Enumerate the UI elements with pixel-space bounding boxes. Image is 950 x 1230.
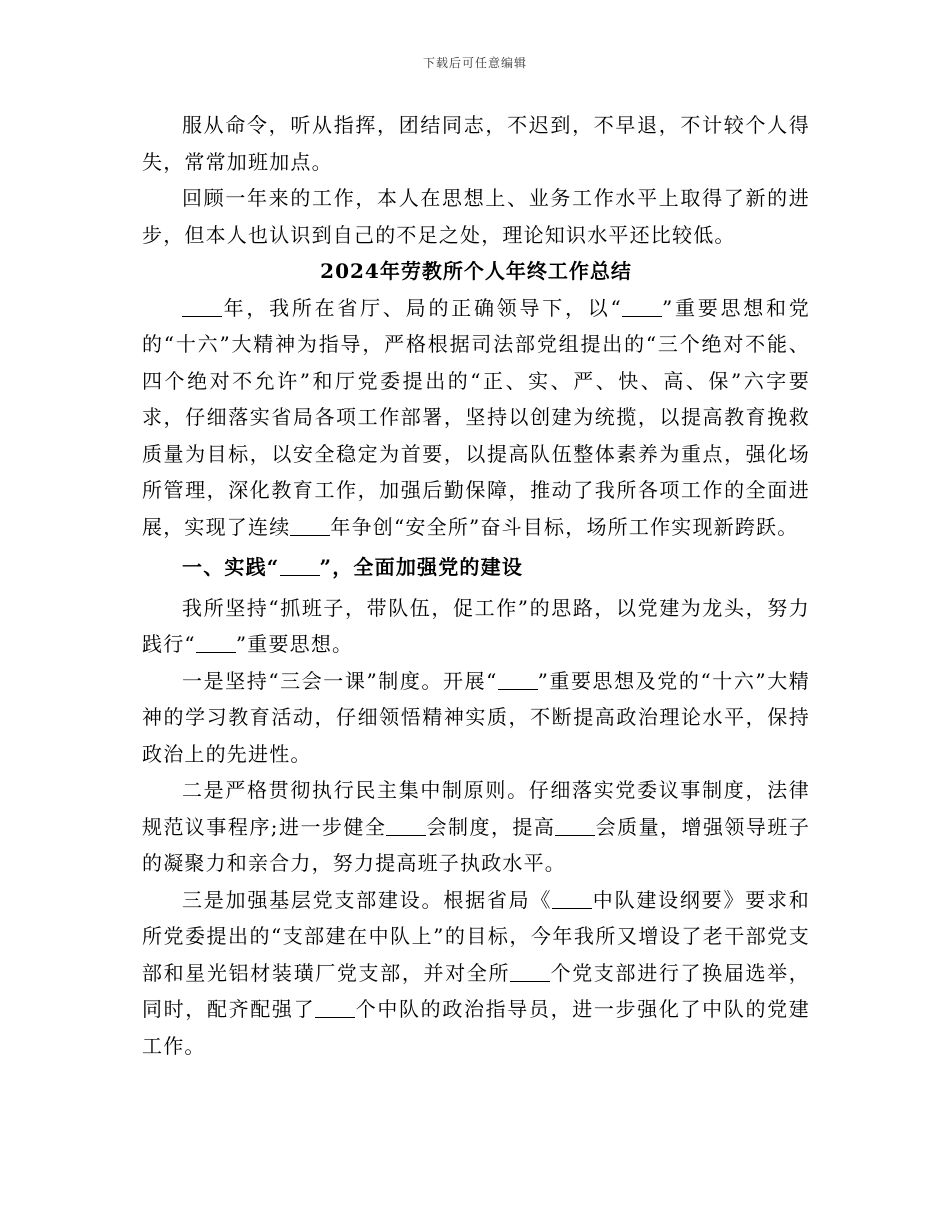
blank-line — [622, 296, 662, 317]
blank-line — [510, 961, 550, 982]
section-1-heading-a: 一、实践“ — [182, 555, 280, 579]
section-1-intro-b: ”重要思想。 — [235, 632, 354, 656]
blank-line — [315, 997, 355, 1018]
blank-line — [386, 815, 426, 836]
item-3 — [142, 882, 810, 1065]
document-title: 2024年劳教所个人年终工作总结 — [320, 259, 632, 283]
item-3-b: 中队建设纲要》要求和所党委提出的“支部建在中队上”的目标，今年我所又增设了老干部党支部和星光铝材装璜厂党支部，并对全所 — [142, 887, 810, 985]
paragraph-1: 服从命令，听从指挥，团结同志，不迟到，不早退，不计较个人得失，常常加班加点。 — [142, 113, 810, 174]
intro-paragraph — [142, 290, 810, 546]
section-1-heading-b: ”，全面加强党的建设 — [319, 555, 524, 579]
item-2-b: 会制度，提高 — [426, 814, 556, 839]
intro-text-b: ”重要思想和党的“十六”大精神为指导，严格根据司法部党组提出的“三个绝对不能、四个绝对不允许”和厅党委提出的“正、实、严、快、高、保”六字要求，仔细落实省局各项工作部署，坚持以创建为统揽，以提高教育挽救质量为目标，以安全稳定为首要，以提高队伍整体素养为重点，强化场所管理，深化教育工作，加强后勤保障，推动了我所各项工作的全面进展，实现了连续 — [142, 295, 811, 539]
blank-line — [182, 296, 222, 317]
header-note: 下载后可任意编辑 — [422, 56, 527, 70]
section-1-heading — [142, 545, 810, 590]
item-2-c: 会质量，增强领导班子的凝聚力和亲合力，努力提高班子执政水平。 — [142, 814, 811, 875]
section-1-intro — [142, 590, 810, 663]
item-3-c: 个党支部进行了换届选举，同时，配齐配强了 — [142, 960, 810, 1021]
item-3-d: 个中队的政治指导员，进一步强化了中队的党建工作。 — [142, 997, 810, 1058]
blank-line — [498, 669, 538, 690]
item-1-b: ”重要思想及党的“十六”大精神的学习教育活动，仔细领悟精神实质，不断提高政治理论水平，保持政治上的先进性。 — [142, 668, 810, 766]
blank-line — [290, 515, 330, 536]
intro-text-c: 年争创“安全所”奋斗目标，场所工作实现新跨跃。 — [330, 514, 799, 539]
intro-text-a: 年，我所在省厅、局的正确领导下，以“ — [222, 295, 622, 320]
item-2 — [142, 772, 810, 882]
paragraph-2: 回顾一年来的工作，本人在思想上、业务工作水平上取得了新的进步，但本人也认识到自己的不足之处，理论知识水平还比较低。 — [142, 186, 810, 247]
document-body — [142, 107, 810, 1064]
section-1-intro-a: 我所坚持“抓班子，带队伍，促工作”的思路，以党建为龙头，努力践行“ — [142, 595, 810, 656]
item-3-a: 三是加强基层党支部建设。根据省局《 — [182, 887, 553, 912]
item-1 — [142, 663, 810, 773]
blank-line — [552, 888, 592, 909]
item-2-a: 二是严格贯彻执行民主集中制原则。仔细落实党委议事制度，法律规范议事程序;进一步健全 — [142, 778, 810, 839]
blank-line — [555, 815, 595, 836]
blank-line — [280, 555, 320, 576]
item-1-a: 一是坚持“三会一课”制度。开展“ — [182, 668, 498, 693]
blank-line — [196, 632, 236, 653]
